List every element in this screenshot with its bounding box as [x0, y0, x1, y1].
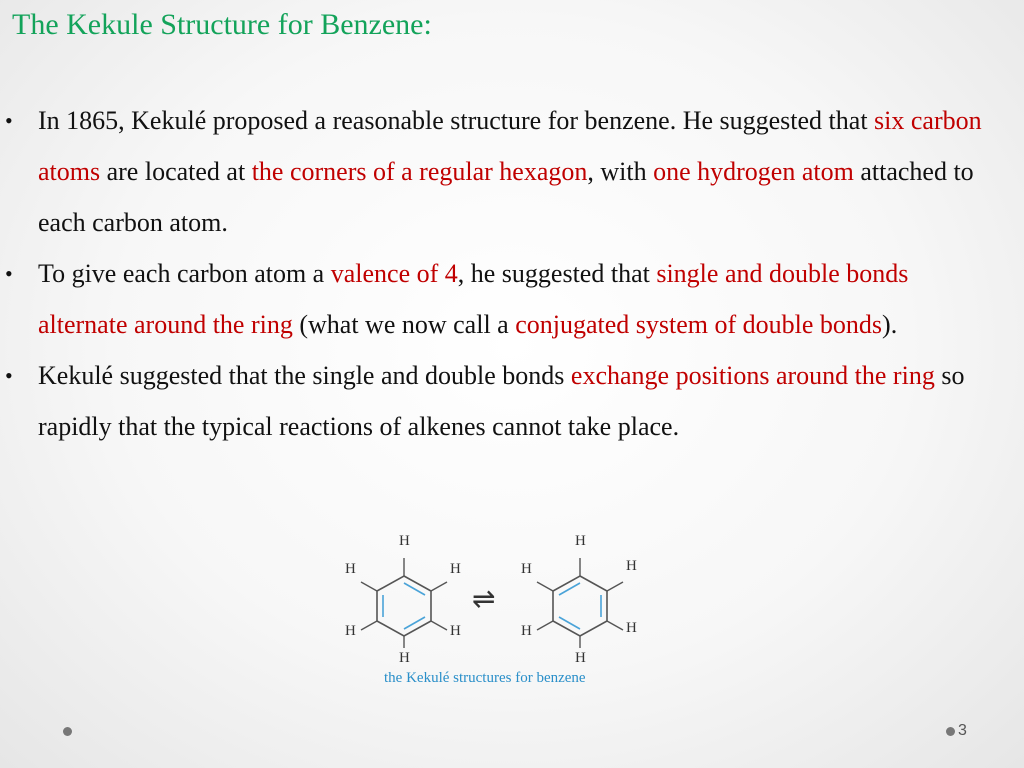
bullet-text: [38, 361, 964, 441]
equilibrium-arrow: ⇌: [472, 584, 496, 615]
bullet-item: [0, 350, 1000, 452]
left-footer-dot-icon: [63, 727, 72, 736]
highlighted-text: the corners of a regular hexagon: [251, 157, 588, 186]
bullet-icon: •: [5, 363, 13, 388]
benzene-ring: [553, 576, 607, 636]
ch-bond: [607, 582, 623, 591]
body-text: so rapidly that the typical reactions of alkenes cannot take place.: [38, 361, 965, 441]
highlighted-text: exchange positions around the ring: [570, 361, 935, 390]
body-text: ).: [882, 310, 898, 339]
figure-caption-text: the Kekulé structures for benzene: [384, 670, 586, 686]
body-text: , with: [587, 157, 654, 186]
right-footer-dot-icon: [946, 727, 955, 736]
body-text: In 1865, Kekulé proposed a reasonable structure for benzene. He suggested that: [38, 106, 875, 135]
double-bond: [559, 583, 580, 595]
highlighted-text: conjugated system of double bonds: [515, 310, 883, 339]
hydrogen-label: H: [575, 650, 586, 666]
ch-bond: [607, 621, 623, 630]
bullet-item: [0, 248, 1000, 350]
hydrogen-label: H: [521, 623, 532, 639]
hydrogen-label: H: [575, 533, 586, 549]
hydrogen-label: H: [345, 561, 356, 577]
hydrogen-label: H: [450, 623, 461, 639]
benzene-kekule-figure: [330, 528, 630, 690]
body-text: (what we now call a: [292, 310, 516, 339]
ch-bond: [361, 621, 377, 630]
ch-bond: [537, 582, 553, 591]
double-bond: [404, 617, 425, 629]
bullet-icon: •: [5, 108, 13, 133]
highlighted-text: valence of 4: [330, 259, 458, 288]
benzene-structure-left: [345, 533, 461, 666]
bullet-text: [38, 106, 982, 237]
page-number: 3: [958, 722, 967, 739]
hydrogen-label: H: [399, 533, 410, 549]
hydrogen-label: H: [450, 561, 461, 577]
body-text: To give each carbon atom a: [38, 259, 331, 288]
ch-bond: [431, 621, 447, 630]
highlighted-text: six carbon atoms: [38, 106, 982, 186]
benzene-ring: [377, 576, 431, 636]
hydrogen-label: H: [626, 620, 637, 636]
highlighted-text: one hydrogen atom: [653, 157, 854, 186]
bullet-item: [0, 95, 1000, 248]
slide-title: The Kekule Structure for Benzene:: [12, 8, 432, 41]
benzene-structure-right: [521, 533, 623, 666]
double-bond: [404, 583, 425, 595]
bullet-list: [0, 95, 1000, 452]
ch-bond: [431, 582, 447, 591]
bullet-icon: •: [5, 261, 13, 286]
ch-bond: [361, 582, 377, 591]
hydrogen-label: H: [399, 650, 410, 666]
hydrogen-label: H: [626, 558, 637, 574]
body-text: , he suggested that: [457, 259, 657, 288]
hydrogen-label: H: [345, 623, 356, 639]
body-text: Kekulé suggested that the single and double bonds: [38, 361, 571, 390]
highlighted-text: single and double bonds alternate around the ring: [38, 259, 909, 339]
hydrogen-label: H: [521, 561, 532, 577]
bullet-text: [38, 259, 908, 339]
ch-bond: [537, 621, 553, 630]
double-bond: [559, 617, 580, 629]
body-text: attached to each carbon atom.: [38, 157, 974, 237]
body-text: are located at: [100, 157, 252, 186]
